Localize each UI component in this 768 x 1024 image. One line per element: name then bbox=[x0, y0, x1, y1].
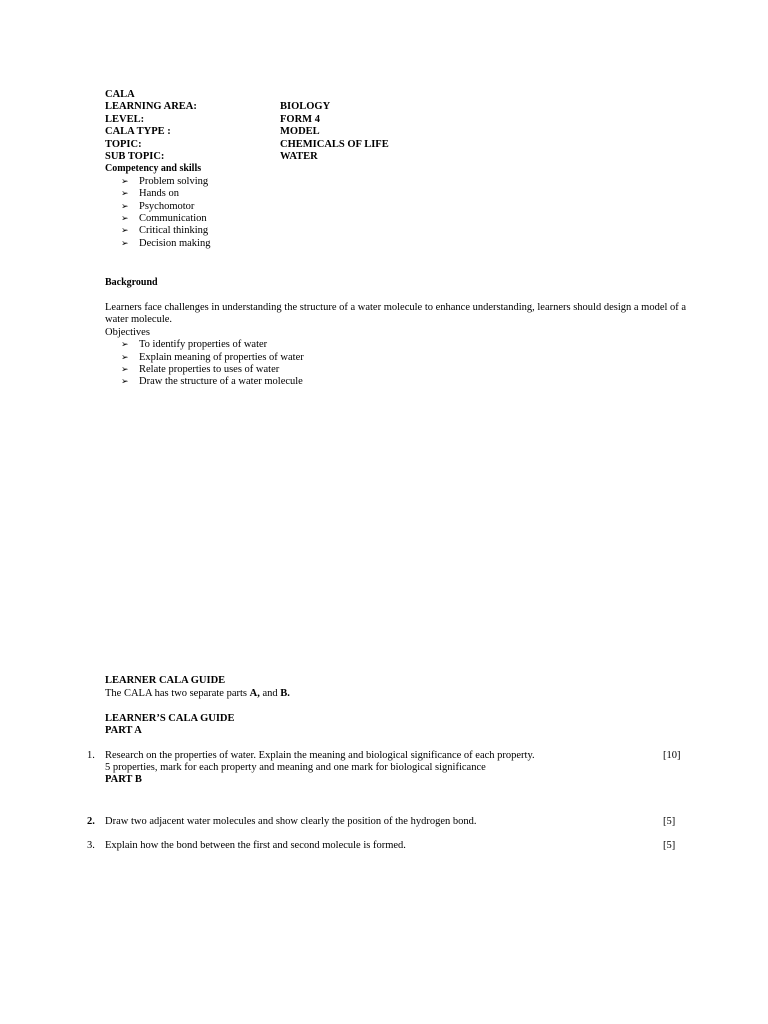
arrowhead-bullet-icon: ➢ bbox=[121, 364, 129, 375]
list-item: ➢ Draw the structure of a water molecule bbox=[121, 376, 303, 388]
list-item: ➢ Explain meaning of properties of water bbox=[121, 351, 304, 363]
arrowhead-bullet-icon: ➢ bbox=[121, 213, 129, 224]
arrowhead-bullet-icon: ➢ bbox=[121, 352, 129, 363]
list-item: ➢ Relate properties to uses of water bbox=[121, 363, 280, 375]
guide-intro: The CALA has two separate parts A, and B. bbox=[105, 688, 290, 699]
arrowhead-bullet-icon: ➢ bbox=[121, 377, 129, 388]
question-marks: [5] bbox=[663, 815, 676, 827]
list-item: ➢ Decision making bbox=[121, 237, 211, 249]
skills-heading: Competency and skills bbox=[105, 163, 202, 175]
header-key: SUB TOPIC: bbox=[105, 151, 165, 162]
question-text: Draw two adjacent water molecules and show clearly the position of the hydrogen bond. bbox=[105, 815, 477, 827]
header-key: TOPIC: bbox=[105, 138, 142, 150]
question-number: 1. bbox=[87, 749, 95, 761]
header-value: MODEL bbox=[280, 126, 320, 138]
header-row-sub-topic bbox=[105, 151, 405, 163]
arrowhead-bullet-icon: ➢ bbox=[121, 176, 129, 187]
question-number: 3. bbox=[87, 839, 95, 851]
question-marks: [5] bbox=[663, 839, 676, 851]
arrowhead-bullet-icon: ➢ bbox=[121, 189, 129, 200]
list-item: ➢ Critical thinking bbox=[121, 225, 209, 237]
header-row-cala-type bbox=[105, 126, 405, 138]
question-marks: [10] bbox=[663, 749, 681, 761]
part-b-heading: PART B bbox=[105, 774, 142, 785]
question-text: Research on the properties of water. Explain the meaning and biological significance of each property. bbox=[105, 749, 535, 761]
header-row-learning-area bbox=[105, 101, 405, 113]
background-heading: Background bbox=[105, 277, 158, 288]
question-text: Explain how the bond between the first and second molecule is formed. bbox=[105, 839, 406, 851]
header-value: FORM 4 bbox=[280, 113, 320, 125]
part-a-heading: PART A bbox=[105, 725, 142, 736]
header-value: BIOLOGY bbox=[280, 101, 331, 113]
header-key: CALA TYPE : bbox=[105, 126, 171, 138]
objectives-heading: Objectives bbox=[105, 326, 150, 338]
header-row-topic bbox=[105, 139, 405, 151]
learners-guide-heading: LEARNER’S CALA GUIDE bbox=[105, 712, 235, 724]
background-text-line-2: water molecule. bbox=[105, 314, 173, 326]
list-item: ➢ Hands on bbox=[121, 188, 179, 200]
question-number: 2. bbox=[87, 815, 95, 827]
arrowhead-bullet-icon: ➢ bbox=[121, 340, 129, 351]
skills-list bbox=[121, 176, 210, 250]
learner-guide-heading: LEARNER CALA GUIDE bbox=[105, 675, 226, 686]
doc-title: CALA bbox=[105, 89, 135, 100]
objectives-list bbox=[121, 339, 304, 389]
list-item: ➢ To identify properties of water bbox=[121, 339, 268, 351]
arrowhead-bullet-icon: ➢ bbox=[121, 226, 129, 237]
background-text-line-1: Learners face challenges in understanding the structure of a water molecule to enhance understanding, learners should design a model of a bbox=[105, 302, 687, 313]
arrowhead-bullet-icon: ➢ bbox=[121, 201, 129, 212]
header-row-level bbox=[105, 114, 405, 126]
header-key: LEVEL: bbox=[105, 113, 145, 125]
question-subtext: 5 properties, mark for each property and meaning and one mark for biological significance bbox=[105, 762, 486, 773]
list-item: ➢ Communication bbox=[121, 212, 207, 224]
header-key: LEARNING AREA: bbox=[105, 101, 197, 113]
header-value: CHEMICALS OF LIFE bbox=[280, 138, 389, 150]
list-item: ➢ Psychomotor bbox=[121, 200, 195, 212]
list-item: ➢ Problem solving bbox=[121, 175, 209, 187]
arrowhead-bullet-icon: ➢ bbox=[121, 238, 129, 249]
header-value: WATER bbox=[280, 151, 318, 162]
